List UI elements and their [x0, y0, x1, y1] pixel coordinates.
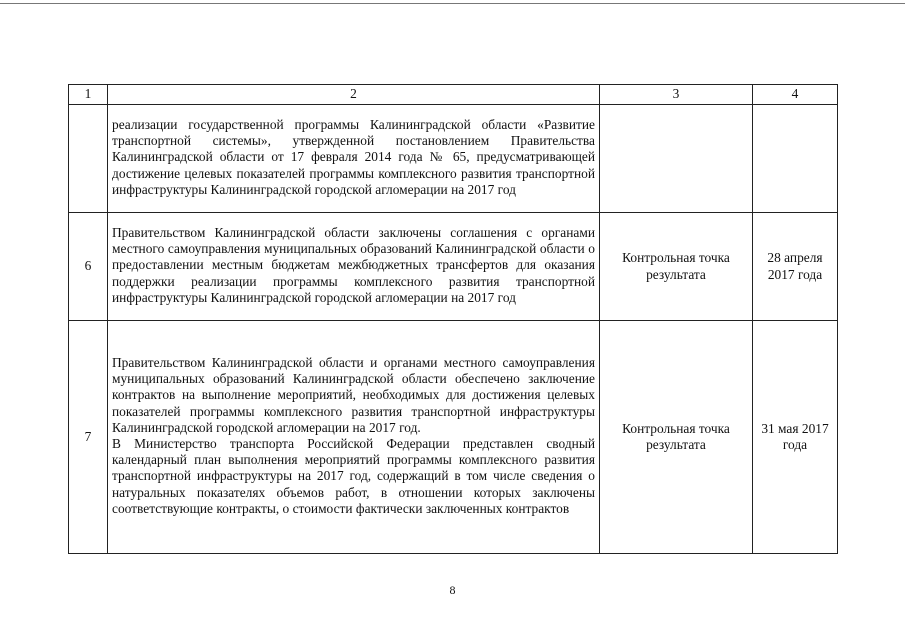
- header-col-2: 2: [108, 85, 600, 105]
- header-col-1: 1: [69, 85, 108, 105]
- description-paragraph: Правительством Калининградской области заключены соглашения с органами местного самоуправления муниципальных образований Калининградской области о предоставлении местным бюджетам межбюджетных трансфертов для оказания поддержки реализации программы комплексного развития транспортной инфраструктуры Калининградской городской агломерации на 2017 год: [112, 224, 595, 305]
- top-rule: [0, 3, 905, 4]
- row-number: 7: [69, 321, 108, 554]
- description-paragraph: В Министерство транспорта Российской Федерации представлен сводный календарный план выполнения мероприятий программы комплексного развития транспортной инфраструктуры на 2017 год, содержащий в том числе сведения о натуральных показателях объемов работ, в отношении которых заключены соответствующие контракты, о стоимости фактически заключенных контрактов: [112, 436, 595, 516]
- row-description: [108, 321, 600, 554]
- row-type: [600, 105, 753, 213]
- control-points-table: [68, 84, 838, 554]
- row-description: [108, 105, 600, 213]
- table-row: [69, 321, 838, 554]
- page-number: 8: [449, 583, 456, 597]
- description-paragraph: реализации государственной программы Калининградской области «Развитие транспортной системы», утвержденной постановлением Правительства Калининградской области от 17 февраля 2014 года № 65, предусматривающей достижение целевых показателей программы комплексного развития транспортной инфраструктуры Калининградской городской агломерации на 2017 год: [112, 116, 595, 197]
- row-type: Контрольная точка результата: [600, 321, 753, 554]
- row-number: 6: [69, 213, 108, 321]
- row-date: 31 мая 2017 года: [753, 321, 838, 554]
- table-row: [69, 105, 838, 213]
- row-date: 28 апреля 2017 года: [753, 213, 838, 321]
- table-row: [69, 213, 838, 321]
- header-row: [69, 85, 838, 105]
- row-number: [69, 105, 108, 213]
- row-description: [108, 213, 600, 321]
- row-type: Контрольная точка результата: [600, 213, 753, 321]
- description-paragraph: Правительством Калининградской области и органами местного самоуправления муниципальных образований Калининградской области обеспечено заключение контрактов на выполнение мероприятий, необходимых для достижения целевых показателей программы комплексного развития транспортной инфраструктуры Калининградской городской агломерации на 2017 год.: [112, 354, 595, 435]
- row-date: [753, 105, 838, 213]
- header-col-3: 3: [600, 85, 753, 105]
- header-col-4: 4: [753, 85, 838, 105]
